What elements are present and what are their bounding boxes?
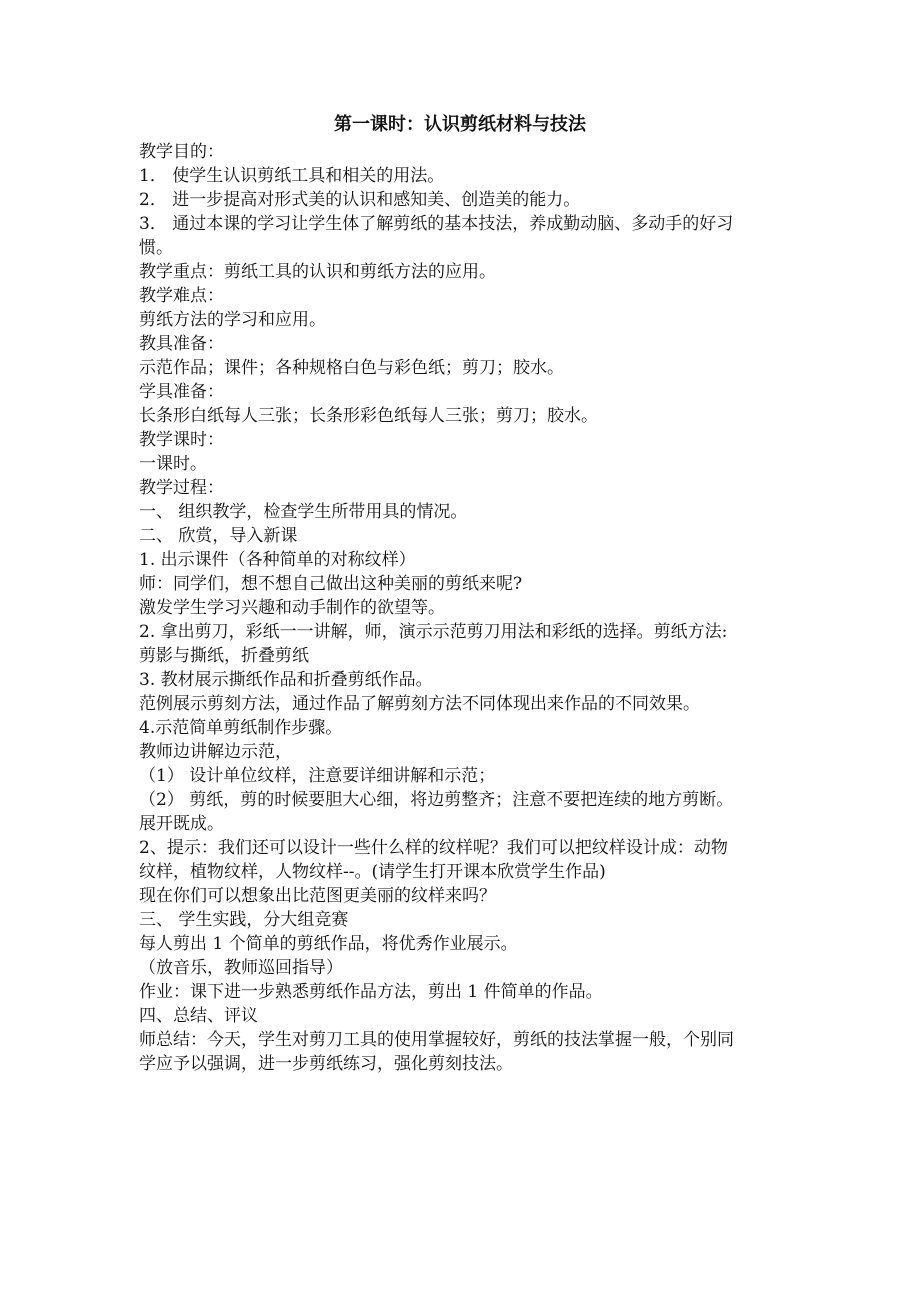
text-line: 教师边讲解边示范，	[139, 742, 292, 762]
text-line: 2． 进一步提高对形式美的认识和感知美、创造美的能力。	[139, 190, 581, 210]
text-line: 4.示范简单剪纸制作步骤。	[139, 718, 343, 738]
text-line: （2） 剪纸，剪的时候要胆大心细，将边剪整齐；注意不要把连续的地方剪断。	[139, 790, 734, 810]
text-line: 2、提示：我们还可以设计一些什么样的纹样呢？我们可以把纹样设计成：动物	[139, 838, 728, 858]
text-line: 三、 学生实践，分大组竞赛	[139, 910, 349, 930]
text-line: 3． 通过本课的学习让学生体了解剪纸的基本技法，养成勤动脑、多动手的好习	[139, 214, 734, 234]
text-line: 四、总结、评议	[139, 1006, 258, 1026]
text-line: 惯。	[139, 238, 173, 258]
text-line: 二、 欣赏，导入新课	[139, 526, 298, 546]
text-line: 教学目的：	[139, 142, 224, 162]
document-body	[139, 140, 789, 1076]
text-line: 1. 出示课件（各种简单的对称纹样）	[139, 550, 416, 570]
text-line: （放音乐，教师巡回指导）	[139, 958, 343, 978]
text-line: 教学难点：	[139, 286, 224, 306]
text-line: 一、 组织教学，检查学生所带用具的情况。	[139, 502, 468, 522]
text-line: 长条形白纸每人三张；长条形彩色纸每人三张；剪刀；胶水。	[139, 406, 598, 426]
text-line: （1） 设计单位纹样，注意要详细讲解和示范；	[139, 766, 496, 786]
text-line: 2. 拿出剪刀，彩纸一一讲解，师，演示示范剪刀用法和彩纸的选择。剪纸方法:	[139, 622, 728, 642]
text-line: 示范作品；课件；各种规格白色与彩色纸；剪刀；胶水。	[139, 358, 564, 378]
text-line: 师：同学们，想不想自己做出这种美丽的剪纸来呢?	[139, 574, 523, 594]
text-line: 每人剪出 1 个简单的剪纸作品，将优秀作业展示。	[139, 934, 518, 954]
text-line: 现在你们可以想象出比范图更美丽的纹样来吗？	[139, 886, 496, 906]
text-line: 师总结：今天，学生对剪刀工具的使用掌握较好，剪纸的技法掌握一般，个别同	[139, 1030, 734, 1050]
text-line: 1． 使学生认识剪纸工具和相关的用法。	[139, 166, 445, 186]
text-line: 剪影与撕纸，折叠剪纸	[139, 646, 309, 666]
text-line: 一课时。	[139, 454, 207, 474]
text-line: 范例展示剪刻方法，通过作品了解剪刻方法不同体现出来作品的不同效果。	[139, 694, 700, 714]
text-line: 学具准备：	[139, 382, 224, 402]
text-line: 教具准备：	[139, 334, 224, 354]
text-line: 剪纸方法的学习和应用。	[139, 310, 326, 330]
text-line: 激发学生学习兴趣和动手制作的欲望等。	[139, 598, 445, 618]
text-line: 展开既成。	[139, 814, 224, 834]
document-title: 第一课时：认识剪纸材料与技法	[334, 114, 586, 135]
text-line: 作业：课下进一步熟悉剪纸作品方法，剪出 1 件简单的作品。	[139, 982, 603, 1002]
text-line: 教学过程：	[139, 478, 224, 498]
text-line: 3. 教材展示撕纸作品和折叠剪纸作品。	[139, 670, 433, 690]
text-line: 教学重点：剪纸工具的认识和剪纸方法的应用。	[139, 262, 496, 282]
text-line: 纹样，植物纹样，人物纹样--。(请学生打开课本欣赏学生作品)	[139, 862, 606, 882]
text-line: 教学课时：	[139, 430, 224, 450]
text-line: 学应予以强调，进一步剪纸练习，强化剪刻技法。	[139, 1054, 513, 1074]
